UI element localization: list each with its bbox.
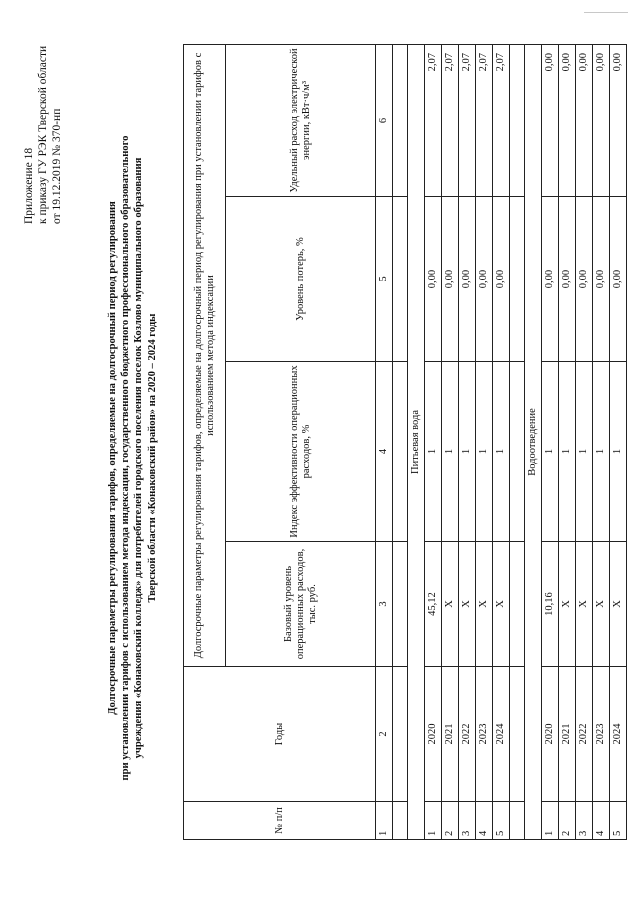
row-year: 2020 [542, 667, 559, 802]
row-year: 2023 [593, 667, 610, 802]
index-row [376, 44, 393, 839]
row-base-level: Х [476, 542, 493, 667]
row-number: 4 [476, 802, 493, 840]
row-efficiency-index: 1 [476, 362, 493, 542]
table-row [493, 44, 510, 839]
row-energy: 2,07 [425, 44, 442, 196]
row-loss-level: 0,00 [610, 197, 627, 362]
row-number: 2 [559, 802, 576, 840]
row-energy: 2,07 [459, 44, 476, 196]
row-base-level: Х [459, 542, 476, 667]
row-year: 2021 [559, 667, 576, 802]
row-number: 3 [576, 802, 593, 840]
row-year: 2021 [442, 667, 459, 802]
section-row [408, 44, 425, 839]
row-number: 1 [425, 802, 442, 840]
parameters-table [183, 44, 627, 840]
row-year: 2024 [610, 667, 627, 802]
row-energy: 2,07 [476, 44, 493, 196]
row-year: 2022 [576, 667, 593, 802]
row-efficiency-index: 1 [459, 362, 476, 542]
row-base-level: 45,12 [425, 542, 442, 667]
row-energy: 0,00 [576, 44, 593, 196]
row-loss-level: 0,00 [493, 197, 510, 362]
document-title [106, 58, 159, 858]
appendix-note [22, 24, 64, 224]
title-line-1: Долгосрочные параметры регулирования тарифов, определяемые на долгосрочный период регулирования [107, 201, 118, 715]
table-row [459, 44, 476, 839]
spacer-row [510, 44, 525, 839]
row-efficiency-index: 1 [610, 362, 627, 542]
table-row [476, 44, 493, 839]
index-cell: 6 [376, 44, 393, 196]
header-number: № п/п [184, 802, 376, 840]
row-energy: 2,07 [493, 44, 510, 196]
appendix-line-1: Приложение 18 [23, 147, 35, 224]
table-row [542, 44, 559, 839]
row-energy: 0,00 [593, 44, 610, 196]
row-base-level: Х [593, 542, 610, 667]
row-energy: 2,07 [442, 44, 459, 196]
row-efficiency-index: 1 [442, 362, 459, 542]
section-drinking-water: Питьевая вода [408, 44, 425, 839]
row-year: 2020 [425, 667, 442, 802]
table-row [425, 44, 442, 839]
title-line-2: при установлении тарифов с использованием метода индексации, государственного бюджетного профессионального образовательного [120, 135, 132, 781]
header-base-level: Базовый уровень операционных расходов, тыс. руб. [226, 542, 376, 667]
row-number: 1 [542, 802, 559, 840]
title-line-4: Тверской области «Конаковский район» на 2020 – 2024 годы [146, 313, 158, 603]
row-loss-level: 0,00 [559, 197, 576, 362]
table-row [593, 44, 610, 839]
rotated-page [18, 18, 630, 868]
index-cell: 2 [376, 667, 393, 802]
row-year: 2022 [459, 667, 476, 802]
row-number: 5 [610, 802, 627, 840]
row-base-level: Х [559, 542, 576, 667]
header-group: Долгосрочные параметры регулирования тарифов, определяемые на долгосрочный период регулирования при установлении тарифов с использованием метода индексации [184, 44, 226, 666]
header-years: Годы [184, 667, 376, 802]
table-row [610, 44, 627, 839]
header-efficiency-index: Индекс эффективности операционных расходов, % [226, 362, 376, 542]
row-number: 5 [493, 802, 510, 840]
row-loss-level: 0,00 [442, 197, 459, 362]
row-base-level: Х [576, 542, 593, 667]
table-row [442, 44, 459, 839]
appendix-line-3: от 19.12.2019 № 370-нп [51, 108, 63, 224]
appendix-line-2: к приказу ГУ РЭК Тверской области [37, 45, 49, 224]
row-efficiency-index: 1 [425, 362, 442, 542]
row-year: 2024 [493, 667, 510, 802]
top-edge-line [584, 12, 628, 13]
section-row [525, 44, 542, 839]
row-year: 2023 [476, 667, 493, 802]
row-number: 2 [442, 802, 459, 840]
index-cell: 4 [376, 362, 393, 542]
index-cell: 1 [376, 802, 393, 840]
row-energy: 0,00 [559, 44, 576, 196]
row-loss-level: 0,00 [542, 197, 559, 362]
row-loss-level: 0,00 [593, 197, 610, 362]
table-row [576, 44, 593, 839]
table-row [559, 44, 576, 839]
row-base-level: 10,16 [542, 542, 559, 667]
row-loss-level: 0,00 [476, 197, 493, 362]
row-base-level: Х [610, 542, 627, 667]
header-loss-level: Уровень потерь, % [226, 197, 376, 362]
section-wastewater: Водоотведение [525, 44, 542, 839]
row-efficiency-index: 1 [542, 362, 559, 542]
row-efficiency-index: 1 [593, 362, 610, 542]
row-loss-level: 0,00 [459, 197, 476, 362]
row-energy: 0,00 [610, 44, 627, 196]
spacer-row [393, 44, 408, 839]
index-cell: 3 [376, 542, 393, 667]
row-base-level: Х [442, 542, 459, 667]
row-energy: 0,00 [542, 44, 559, 196]
index-cell: 5 [376, 197, 393, 362]
row-base-level: Х [493, 542, 510, 667]
header-energy-consumption: Удельный расход электрической энергии, кВт·ч/м³ [226, 44, 376, 196]
row-efficiency-index: 1 [559, 362, 576, 542]
row-number: 3 [459, 802, 476, 840]
row-loss-level: 0,00 [425, 197, 442, 362]
row-loss-level: 0,00 [576, 197, 593, 362]
row-efficiency-index: 1 [493, 362, 510, 542]
row-efficiency-index: 1 [576, 362, 593, 542]
title-line-3: учреждения «Конаковский колледж» для потребителей городского поселения поселок Козлово муниципального образования [133, 157, 145, 759]
row-number: 4 [593, 802, 610, 840]
